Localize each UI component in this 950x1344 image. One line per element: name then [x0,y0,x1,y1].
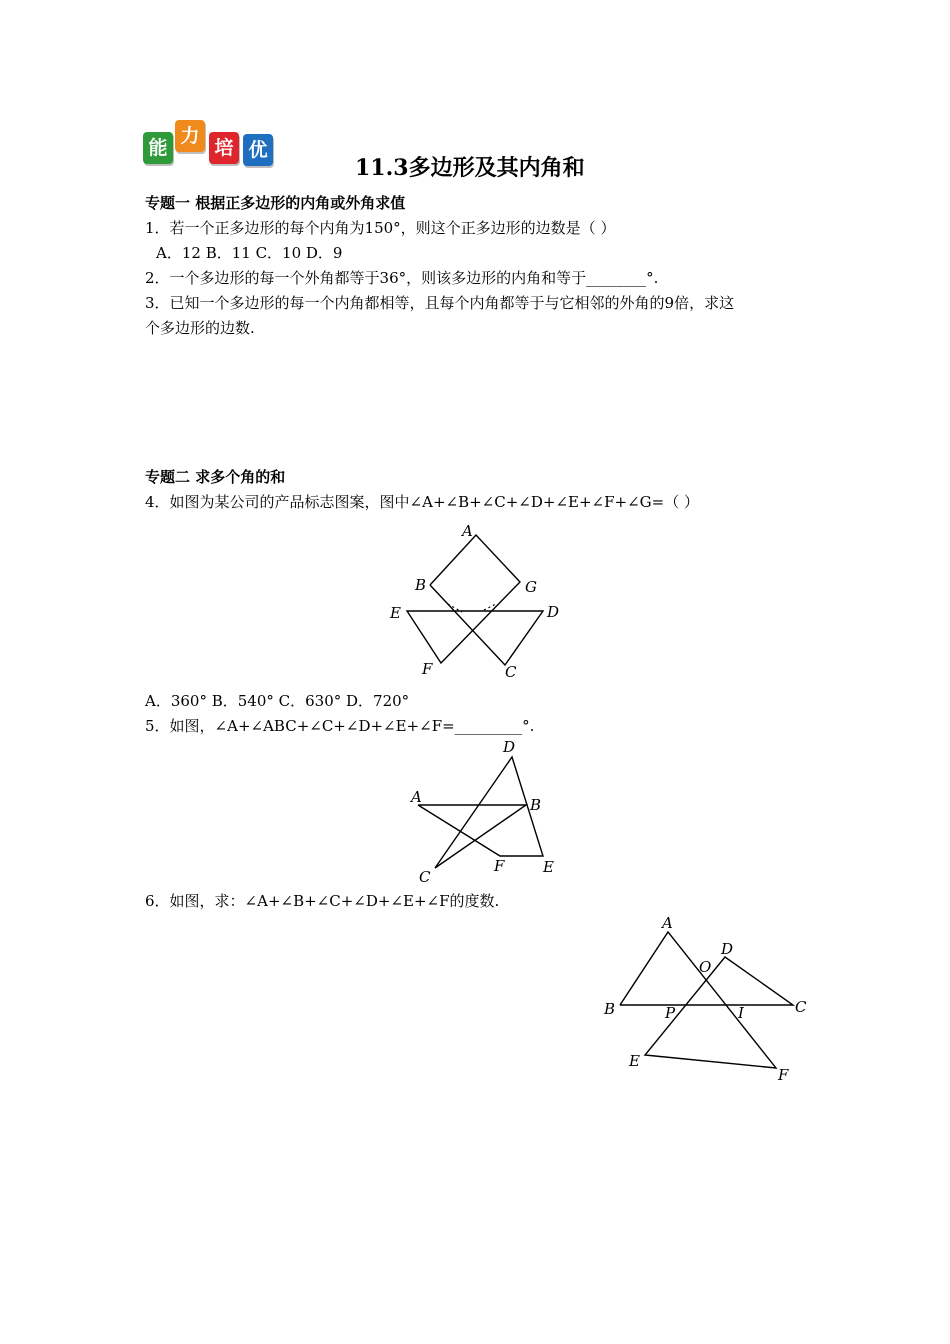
question-5: 5．如图，∠A+∠ABC+∠C+∠D+∠E+∠F=_________°. [145,717,535,735]
question-4: 4．如图为某公司的产品标志图案，图中∠A+∠B+∠C+∠D+∠E+∠F+∠G=（ ） [145,493,699,511]
fig6-label-F: F [778,1066,789,1084]
question-1-options: A．12 B．11 C．10 D．9 [156,244,343,262]
fig6-label-O: O [699,958,712,976]
question-2: 2．一个多边形的每一个外角都等于36°，则该多边形的内角和等于________°. [145,269,659,287]
page-title: 11.3多边形及其内角和 [355,155,585,181]
fig6-label-C: C [795,998,807,1016]
question-3-line-1: 3．已知一个多边形的每一个内角都相等，且每个内角都等于与它相邻的外角的9倍，求这 [145,294,735,312]
fig5-label-C: C [419,868,431,886]
topic-1-heading: 专题一 根据正多边形的内角或外角求值 [145,194,406,212]
question-1: 1．若一个正多边形的每个内角为150°，则这个正多边形的边数是（ ） [145,219,616,237]
fig4-label-A: A [462,522,473,540]
logo-tile-3: 培 [209,132,239,164]
fig4-label-G: G [525,578,537,596]
fig4-label-E: E [390,604,401,622]
fig6-label-A: A [662,914,673,932]
topic-2-heading: 专题二 求多个角的和 [145,468,286,486]
fig6-label-D: D [721,940,734,958]
logo-tile-1: 能 [143,132,173,164]
fig6-label-P: P [665,1004,676,1022]
fig4-label-C: C [505,663,517,681]
logo-tile-4: 优 [243,134,273,166]
fig5-label-B: B [530,796,542,814]
fig5-label-F: F [494,857,505,875]
fig6-line [620,932,793,1068]
fig6-label-E: E [629,1052,640,1070]
fig4-label-D: D [547,603,560,621]
fig5-label-D: D [503,738,516,756]
fig5-label-A: A [411,788,422,806]
fig6-label-I: I [738,1004,744,1022]
fig4-label-F: F [422,660,433,678]
question-4-options: A．360° B．540° C．630° D．720° [145,692,410,710]
question-6: 6．如图，求：∠A+∠B+∠C+∠D+∠E+∠F的度数. [145,892,500,910]
fig4-label-B: B [415,576,427,594]
question-3-line-2: 个多边形的边数. [145,319,255,337]
fig5-label-E: E [543,858,554,876]
fig6-label-B: B [604,1000,616,1018]
logo-tile-2: 力 [175,120,205,152]
